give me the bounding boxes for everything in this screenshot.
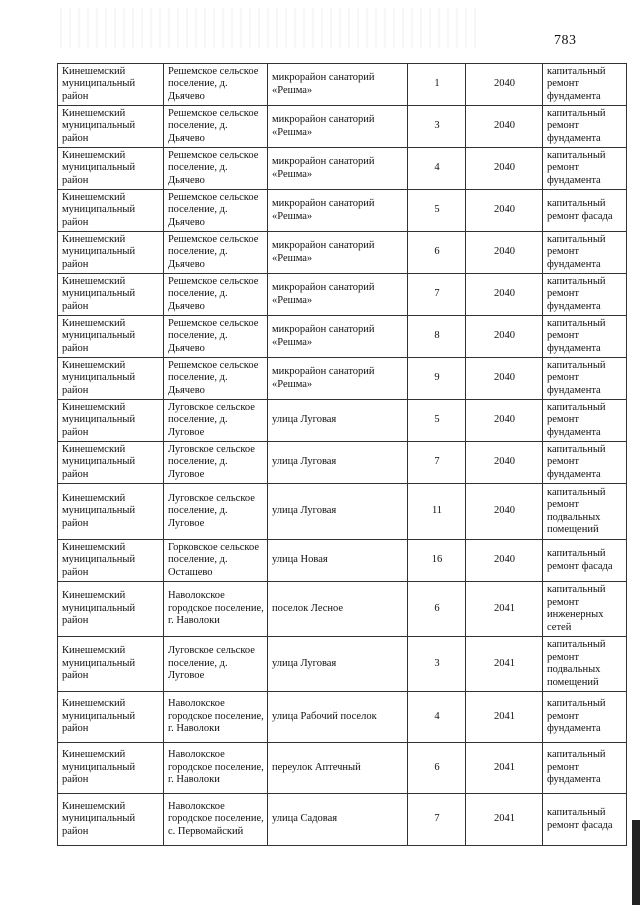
street-cell: улица Луговая xyxy=(268,484,408,540)
settlement-cell: Решемское сельское поселение, д. Дьячево xyxy=(164,232,268,274)
work-type-cell: капитальный ремонт подвальных помещений xyxy=(543,637,627,692)
district-cell: Кинешемский муниципальный район xyxy=(58,540,164,582)
house-number-cell: 7 xyxy=(408,274,466,316)
table-row xyxy=(58,232,627,274)
work-type-cell: капитальный ремонт инженерных сетей xyxy=(543,582,627,637)
house-number-cell: 6 xyxy=(408,232,466,274)
year-cell: 2040 xyxy=(466,274,543,316)
year-cell: 2040 xyxy=(466,358,543,400)
district-cell: Кинешемский муниципальный район xyxy=(58,316,164,358)
table-row xyxy=(58,484,627,540)
settlement-cell: Наволокское городское поселение, г. Наволоки xyxy=(164,692,268,743)
year-cell: 2040 xyxy=(466,442,543,484)
work-type-cell: капитальный ремонт фасада xyxy=(543,190,627,232)
table-row xyxy=(58,190,627,232)
settlement-cell: Решемское сельское поселение, д. Дьячево xyxy=(164,274,268,316)
work-type-cell: капитальный ремонт фундамента xyxy=(543,692,627,743)
street-cell: микрорайон санаторий «Решма» xyxy=(268,64,408,106)
year-cell: 2041 xyxy=(466,582,543,637)
work-type-cell: капитальный ремонт фундамента xyxy=(543,743,627,794)
street-cell: улица Луговая xyxy=(268,637,408,692)
table-row xyxy=(58,106,627,148)
house-number-cell: 11 xyxy=(408,484,466,540)
table-row xyxy=(58,400,627,442)
work-type-cell: капитальный ремонт фасада xyxy=(543,794,627,846)
work-type-cell: капитальный ремонт фундамента xyxy=(543,442,627,484)
street-cell: поселок Лесное xyxy=(268,582,408,637)
street-cell: улица Рабочий поселок xyxy=(268,692,408,743)
settlement-cell: Решемское сельское поселение, д. Дьячево xyxy=(164,148,268,190)
street-cell: микрорайон санаторий «Решма» xyxy=(268,106,408,148)
district-cell: Кинешемский муниципальный район xyxy=(58,148,164,190)
table-row xyxy=(58,64,627,106)
settlement-cell: Решемское сельское поселение, д. Дьячево xyxy=(164,64,268,106)
street-cell: улица Садовая xyxy=(268,794,408,846)
registry-table xyxy=(57,63,627,846)
work-type-cell: капитальный ремонт подвальных помещений xyxy=(543,484,627,540)
settlement-cell: Луговское сельское поселение, д. Луговое xyxy=(164,442,268,484)
street-cell: микрорайон санаторий «Решма» xyxy=(268,316,408,358)
district-cell: Кинешемский муниципальный район xyxy=(58,692,164,743)
year-cell: 2040 xyxy=(466,316,543,358)
table-row xyxy=(58,316,627,358)
house-number-cell: 16 xyxy=(408,540,466,582)
table-row xyxy=(58,582,627,637)
street-cell: улица Луговая xyxy=(268,400,408,442)
house-number-cell: 7 xyxy=(408,794,466,846)
house-number-cell: 6 xyxy=(408,743,466,794)
house-number-cell: 5 xyxy=(408,400,466,442)
scan-noise xyxy=(60,8,480,48)
table-row xyxy=(58,358,627,400)
settlement-cell: Решемское сельское поселение, д. Дьячево xyxy=(164,190,268,232)
work-type-cell: капитальный ремонт фундамента xyxy=(543,274,627,316)
settlement-cell: Наволокское городское поселение, г. Наволоки xyxy=(164,743,268,794)
work-type-cell: капитальный ремонт фундамента xyxy=(543,358,627,400)
settlement-cell: Луговское сельское поселение, д. Луговое xyxy=(164,484,268,540)
year-cell: 2040 xyxy=(466,232,543,274)
work-type-cell: капитальный ремонт фундамента xyxy=(543,316,627,358)
house-number-cell: 6 xyxy=(408,582,466,637)
street-cell: улица Новая xyxy=(268,540,408,582)
house-number-cell: 7 xyxy=(408,442,466,484)
year-cell: 2041 xyxy=(466,794,543,846)
work-type-cell: капитальный ремонт фундамента xyxy=(543,148,627,190)
district-cell: Кинешемский муниципальный район xyxy=(58,190,164,232)
year-cell: 2041 xyxy=(466,743,543,794)
table-row xyxy=(58,540,627,582)
district-cell: Кинешемский муниципальный район xyxy=(58,637,164,692)
house-number-cell: 9 xyxy=(408,358,466,400)
year-cell: 2040 xyxy=(466,484,543,540)
district-cell: Кинешемский муниципальный район xyxy=(58,64,164,106)
settlement-cell: Горковское сельское поселение, д. Осташево xyxy=(164,540,268,582)
district-cell: Кинешемский муниципальный район xyxy=(58,794,164,846)
district-cell: Кинешемский муниципальный район xyxy=(58,358,164,400)
house-number-cell: 5 xyxy=(408,190,466,232)
district-cell: Кинешемский муниципальный район xyxy=(58,232,164,274)
street-cell: улица Луговая xyxy=(268,442,408,484)
district-cell: Кинешемский муниципальный район xyxy=(58,442,164,484)
district-cell: Кинешемский муниципальный район xyxy=(58,106,164,148)
street-cell: микрорайон санаторий «Решма» xyxy=(268,358,408,400)
street-cell: переулок Аптечный xyxy=(268,743,408,794)
street-cell: микрорайон санаторий «Решма» xyxy=(268,148,408,190)
work-type-cell: капитальный ремонт фундамента xyxy=(543,106,627,148)
house-number-cell: 8 xyxy=(408,316,466,358)
year-cell: 2040 xyxy=(466,64,543,106)
street-cell: микрорайон санаторий «Решма» xyxy=(268,232,408,274)
scan-edge-bar xyxy=(632,820,640,905)
house-number-cell: 4 xyxy=(408,692,466,743)
year-cell: 2040 xyxy=(466,540,543,582)
district-cell: Кинешемский муниципальный район xyxy=(58,484,164,540)
work-type-cell: капитальный ремонт фундамента xyxy=(543,64,627,106)
work-type-cell: капитальный ремонт фундамента xyxy=(543,232,627,274)
settlement-cell: Наволокское городское поселение, с. Первомайский xyxy=(164,794,268,846)
year-cell: 2040 xyxy=(466,106,543,148)
district-cell: Кинешемский муниципальный район xyxy=(58,400,164,442)
house-number-cell: 3 xyxy=(408,637,466,692)
house-number-cell: 1 xyxy=(408,64,466,106)
year-cell: 2040 xyxy=(466,148,543,190)
house-number-cell: 4 xyxy=(408,148,466,190)
district-cell: Кинешемский муниципальный район xyxy=(58,743,164,794)
table-row xyxy=(58,692,627,743)
settlement-cell: Решемское сельское поселение, д. Дьячево xyxy=(164,316,268,358)
street-cell: микрорайон санаторий «Решма» xyxy=(268,274,408,316)
settlement-cell: Решемское сельское поселение, д. Дьячево xyxy=(164,106,268,148)
settlement-cell: Луговское сельское поселение, д. Луговое xyxy=(164,400,268,442)
district-cell: Кинешемский муниципальный район xyxy=(58,582,164,637)
year-cell: 2040 xyxy=(466,190,543,232)
page-number: 783 xyxy=(554,33,577,48)
settlement-cell: Наволокское городское поселение, г. Наволоки xyxy=(164,582,268,637)
table-row xyxy=(58,794,627,846)
table-row xyxy=(58,442,627,484)
settlement-cell: Луговское сельское поселение, д. Луговое xyxy=(164,637,268,692)
table-row xyxy=(58,274,627,316)
year-cell: 2041 xyxy=(466,637,543,692)
work-type-cell: капитальный ремонт фасада xyxy=(543,540,627,582)
house-number-cell: 3 xyxy=(408,106,466,148)
year-cell: 2041 xyxy=(466,692,543,743)
table-row xyxy=(58,148,627,190)
settlement-cell: Решемское сельское поселение, д. Дьячево xyxy=(164,358,268,400)
district-cell: Кинешемский муниципальный район xyxy=(58,274,164,316)
table-row xyxy=(58,637,627,692)
street-cell: микрорайон санаторий «Решма» xyxy=(268,190,408,232)
work-type-cell: капитальный ремонт фундамента xyxy=(543,400,627,442)
table-row xyxy=(58,743,627,794)
year-cell: 2040 xyxy=(466,400,543,442)
table-body xyxy=(58,64,627,846)
